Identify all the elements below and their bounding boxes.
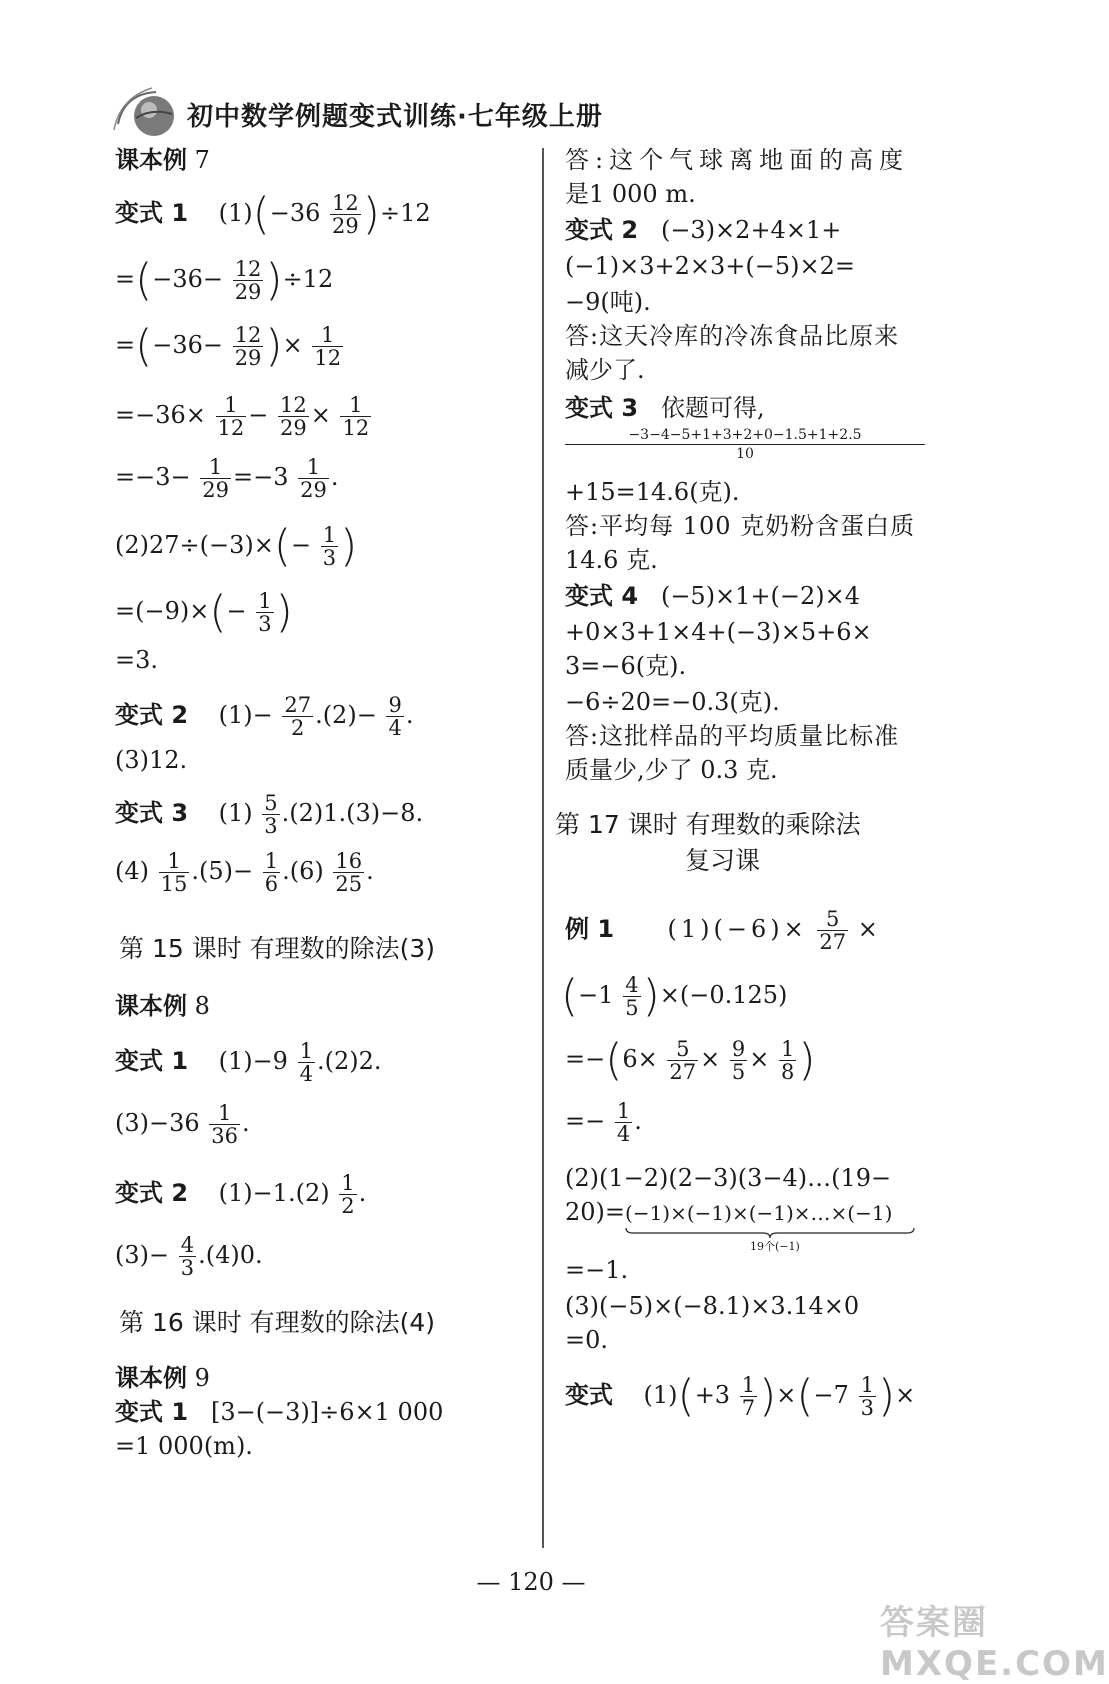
section-subtitle-17: 复习课 [685,846,761,875]
fraction: $\frac{1}{3}$ [258,589,272,637]
fraction: $\frac{1}{3}$ [860,1373,874,1421]
variant-4-r-line-2: +0×3+1×4+(−3)×5+6× [565,618,872,646]
header-title: 初中数学例题变式训练·七年级上册 [187,102,603,132]
fraction: $\frac{1}{29}$ [300,455,327,503]
large-parenthesis: ) [275,586,293,638]
large-parenthesis: ) [759,1370,777,1422]
large-parenthesis: ( [135,320,153,372]
s16-variant-1-line-2: =1 000(m). [115,1432,253,1460]
example-1-line-3: =−(6× $\frac{5}{27}$ × $\frac{9}{5}$ × $\frac{1}{8}$ ) [565,1034,816,1086]
large-parenthesis: ( [273,520,292,572]
fraction: $\frac{1}{4}$ [616,1099,631,1147]
variant-1-part-2-line-1: (2)27÷(−3)×(− $\frac{1}{3}$ ) [115,520,358,572]
example-1-line-2: (−1 $\frac{4}{5}$ )×(−0.125) [561,970,788,1022]
large-parenthesis: ) [362,188,380,240]
variant-1-part-2-line-3: =3. [115,646,159,674]
fraction: $\frac{1}{12}$ [217,393,245,441]
variant-2-r-line-1: 变式 2 (−3)×2+4×1+ [565,216,842,244]
fraction: $\frac{9}{5}$ [731,1037,746,1085]
answer-cold-storage-line-2: 减少了. [565,356,645,384]
large-parenthesis: ( [561,970,579,1022]
underbrace [625,1227,915,1239]
page-number: — 120 — [476,1568,586,1596]
fraction: $\frac{4}{3}$ [180,1233,195,1281]
variant-2-line-1: 变式 2 (1)− $\frac{27}{2}$ .(2)− $\frac{9}{4}$ . [115,693,414,741]
answer-cold-storage-line-1: 答:这天冷库的冷冻食品比原来 [565,322,900,350]
example-1-line-4: =− $\frac{1}{4}$ . [565,1099,642,1147]
review-variant-line-1: 变式 (1)(+3 $\frac{1}{7}$ )×(−7 $\frac{1}{3}$ )× [565,1370,916,1422]
large-parenthesis: ( [605,1034,623,1086]
variant-2-line-2: (3)12. [115,746,188,774]
variant-4-r-line-1: 变式 4 (−5)×1+(−2)×4 [565,582,861,610]
fraction: $\frac{1}{3}$ [322,523,337,571]
fraction: $\frac{12}{29}$ [234,323,262,371]
variant-1-line-1: 变式 1 (1)(−36 $\frac{12}{29}$ )÷12 [115,188,431,240]
variant-4-r-line-3: 3=−6(克). [565,652,687,680]
fraction: $\frac{1}{36}$ [211,1101,239,1149]
large-parenthesis: ) [642,970,660,1022]
variant-3-line-1: 变式 3 (1) $\frac{5}{3}$ .(2)1.(3)−8. [115,791,424,839]
fraction: $\frac{1}{2}$ [341,1171,355,1219]
watermark: 答案圈 MXQE.COM [880,1603,1109,1684]
large-parenthesis: ( [209,586,227,638]
example-1-part-2-line-3: =−1. [565,1256,629,1284]
fraction: $\frac{5}{27}$ [819,907,847,955]
textbook-example-8: 课本例 8 [115,992,210,1020]
variant-3-r-line-1: 变式 3 依题可得, [565,394,765,422]
example-1-line-1: 例 1 (1)(−6)× $\frac{5}{27}$ × [565,907,878,955]
fraction: $\frac{5}{3}$ [264,791,278,839]
section-title-15: 第 15 课时 有理数的除法(3) [119,934,436,963]
fraction: $\frac{27}{2}$ [284,693,312,741]
large-parenthesis: ( [135,254,153,306]
s15-variant-1-line-2: (3)−36 $\frac{1}{36}$ . [115,1101,250,1149]
variant-1-line-2: =(−36− $\frac{12}{29}$ )÷12 [115,254,334,306]
variant-1-line-3: =(−36− $\frac{12}{29}$ )× $\frac{1}{12}$ [115,320,342,372]
fraction: $\frac{12}{29}$ [332,191,359,239]
variant-1-part-2-line-2: =(−9)×(− $\frac{1}{3}$ ) [115,586,293,638]
textbook-example-9: 课本例 9 [115,1364,210,1392]
average-fraction: −3−4−5+1+3+2+0−1.5+1+2.5 10 [565,428,925,461]
large-parenthesis: ) [340,520,358,572]
variant-1-line-4: =−36× $\frac{1}{12}$ − $\frac{12}{29}$ × $\frac{1}{12}$ [115,393,370,441]
fraction: $\frac{1}{4}$ [299,1039,313,1087]
fraction: $\frac{5}{27}$ [669,1037,697,1085]
fraction: $\frac{1}{15}$ [160,849,188,897]
answer-protein-line-1: 答:平均每 100 克奶粉含蛋白质 [565,512,916,540]
s15-variant-1-line-1: 变式 1 (1)−9 $\frac{1}{4}$ .(2)2. [115,1039,382,1087]
large-parenthesis: ( [796,1370,814,1422]
section-title-16: 第 16 课时 有理数的除法(4) [119,1308,436,1337]
answer-sample-line-2: 质量少,少了 0.3 克. [565,756,778,784]
large-parenthesis: ) [265,320,283,372]
s15-variant-2-line-1: 变式 2 (1)−1.(2) $\frac{1}{2}$ . [115,1171,367,1219]
s15-variant-2-line-2: (3)− $\frac{4}{3}$ .(4)0. [115,1233,263,1281]
fraction: $\frac{1}{12}$ [342,393,370,441]
answer-balloon-line-2: 是1 000 m. [565,180,696,208]
large-parenthesis: ( [252,188,270,240]
textbook-example-7: 课本例 7 [115,146,210,174]
answer-protein-line-2: 14.6 克. [565,546,658,574]
s16-variant-1-line-1: 变式 1 [3−(−3)]÷6×1 000 [115,1398,444,1426]
example-1-part-3-line-1: (3)(−5)×(−8.1)×3.14×0 [565,1292,860,1320]
fraction: $\frac{1}{6}$ [264,849,279,897]
example-1-part-2-line-1: (2)(1−2)(2−3)(3−4)…(19− [565,1164,892,1192]
variant-3-line-2: (4) $\frac{1}{15}$ .(5)− $\frac{1}{6}$ .(6) $\frac{16}{25}$ . [115,849,374,897]
answer-sample-line-1: 答:这批样品的平均质量比标准 [565,722,900,750]
large-parenthesis: ( [677,1370,695,1422]
variant-1-line-5: =−3− $\frac{1}{29}$ =−3 $\frac{1}{29}$ . [115,455,339,503]
fraction: $\frac{12}{29}$ [280,393,307,441]
example-1-part-2-line-2: 20)=(−1)×(−1)×(−1)×…×(−1) 19个(−1) [565,1200,892,1224]
fraction: $\frac{1}{7}$ [741,1373,756,1421]
variant-2-r-line-3: −9(吨). [565,288,651,316]
fraction: $\frac{1}{8}$ [781,1037,795,1085]
large-parenthesis: ) [877,1370,896,1422]
fraction: $\frac{1}{12}$ [314,323,342,371]
variant-4-r-line-4: −6÷20=−0.3(克). [565,688,780,716]
section-title-17: 第 17 课时 有理数的乘除法 [555,810,861,839]
example-1-part-3-line-2: =0. [565,1326,609,1354]
large-parenthesis: ) [798,1034,816,1086]
variant-3-r-line-3: +15=14.6(克). [565,478,740,506]
column-divider [542,148,544,1548]
fraction: $\frac{12}{29}$ [234,257,262,305]
fraction: $\frac{9}{4}$ [388,693,402,741]
fraction: $\frac{4}{5}$ [625,973,639,1021]
fraction: $\frac{1}{29}$ [202,455,229,503]
answer-balloon-line-1: 答:这个气球离地面的高度 [565,146,910,174]
globe-logo-icon [112,84,178,144]
large-parenthesis: ) [265,254,283,306]
variant-2-r-line-2: (−1)×3+2×3+(−5)×2= [565,252,855,280]
fraction: $\frac{16}{25}$ [335,849,363,897]
